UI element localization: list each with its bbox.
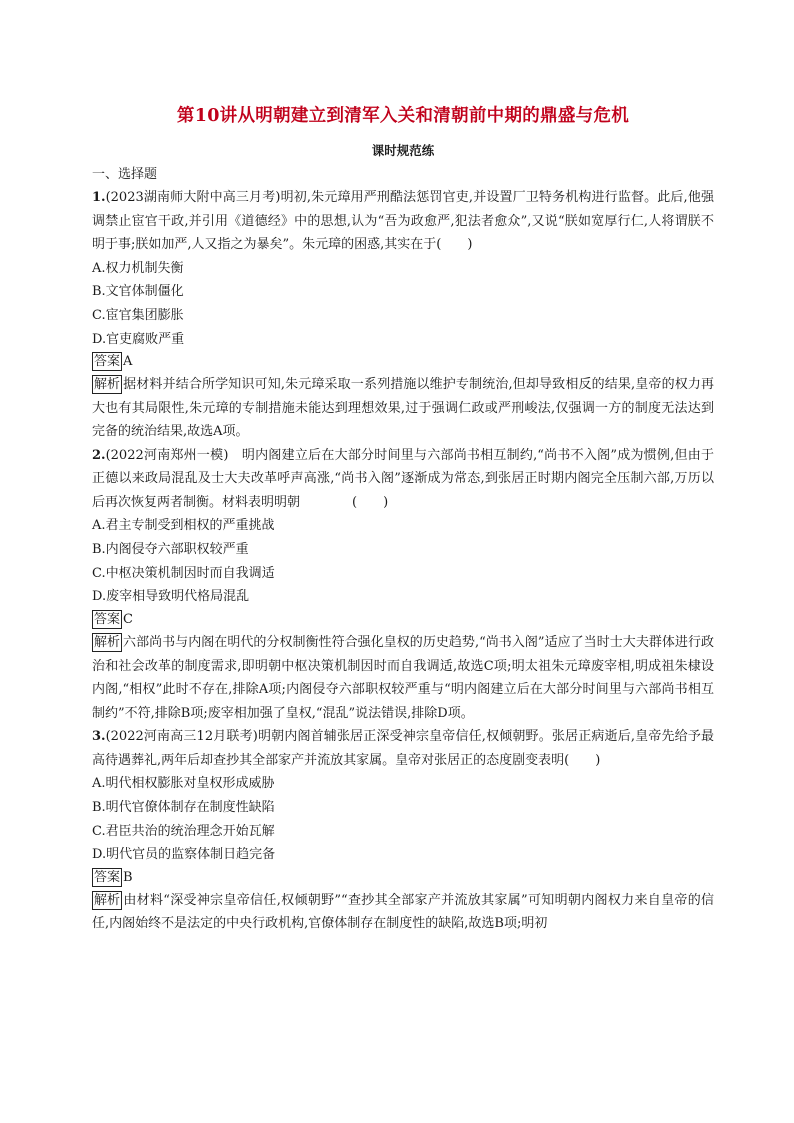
answer-value: C: [123, 612, 133, 628]
option-d: D.官吏腐败严重: [92, 331, 185, 347]
document-page: [92, 104, 714, 936]
analysis-paragraph: [92, 373, 714, 444]
question-1: [92, 186, 714, 444]
answer-tag: 答案: [94, 869, 121, 885]
analysis-paragraph: [92, 889, 714, 936]
section-heading: 一、选择题: [92, 167, 158, 182]
question-number: 2.: [92, 447, 106, 463]
question-stem: [92, 186, 714, 257]
question-stem: [92, 444, 714, 515]
option-d: D.明代官员的监察体制日趋完备: [92, 847, 276, 863]
option-a: A.明代相权膨胀对皇权形成威胁: [92, 776, 275, 792]
option-b: B.明代官僚体制存在制度性缺陷: [92, 799, 275, 815]
option-c: C.君臣共治的统治理念开始瓦解: [92, 823, 275, 839]
document-subtitle: 课时规范练: [371, 143, 435, 158]
answer-value: A: [123, 354, 133, 370]
analysis-tag: 解析: [94, 892, 121, 908]
analysis-text: 由材料“深受神宗皇帝信任,权倾朝野”“查抄其全部家产并流放其家属”可知明朝内阁权力来自皇帝的信任,内阁始终不是法定的中央行政机构,官僚体制存在制度性的缺陷,故选B项;明初: [92, 892, 714, 932]
question-text: (2023湖南师大附中高三月考)明初,朱元璋用严刑酷法惩罚官吏,并设置厂卫特务机构进行监督。此后,他强调禁止宦官干政,并引用《道德经》中的思想,认为“吾为政愈严,犯法者愈众”,又说“朕如宽厚行仁,人将谓朕不明于事;朕如加严,人又指之为暴矣”。朱元璋的困惑,其实在于( ): [92, 190, 714, 252]
question-3: [92, 725, 714, 936]
answer-line: [92, 867, 714, 889]
answer-line: [92, 609, 714, 631]
option-a: A.君主专制受到相权的严重挑战: [92, 518, 275, 534]
question-2: [92, 444, 714, 725]
answer-tag: 答案: [94, 612, 121, 628]
option-b: B.内阁侵夺六部职权较严重: [92, 542, 249, 558]
question-stem: [92, 725, 714, 772]
analysis-text: 据材料并结合所学知识可知,朱元璋采取一系列措施以维护专制统治,但却导致相反的结果,皇帝的权力再大也有其局限性,朱元璋的专制措施未能达到理想效果,过于强调仁政或严刑峻法,仅强调一方的制度无法达到完备的统治结果,故选A项。: [92, 377, 714, 440]
option-a: A.权力机制失衡: [92, 260, 184, 276]
option-c: C.宦官集团膨胀: [92, 307, 184, 323]
analysis-tag: 解析: [94, 635, 121, 651]
option-c: C.中枢决策机制因时而自我调适: [92, 565, 275, 581]
answer-value: B: [123, 869, 133, 885]
document-title: 第10讲从明朝建立到清军入关和清朝前中期的鼎盛与危机: [176, 106, 630, 126]
analysis-tag: 解析: [94, 377, 121, 393]
question-text: (2022河南高三12月联考)明朝内阁首辅张居正深受神宗皇帝信任,权倾朝野。张居正病逝后,皇帝先给予最高待遇葬礼,两年后却查抄其全部家产并流放其家属。皇帝对张居正的态度剧变表明( ): [92, 729, 714, 768]
analysis-text: 六部尚书与内阁在明代的分权制衡性符合强化皇权的历史趋势,“尚书入阁”适应了当时士大夫群体进行政治和社会改革的制度需求,即明朝中枢决策机制因时而自我调适,故选C项;明太祖朱元璋废宰相,明成祖朱棣设内阁,“相权”此时不存在,排除A项;内阁侵夺六部职权较严重与“明内阁建立后在大部分时间里与六部尚书相互制约”不符,排除B项;废宰相加强了皇权,“混乱”说法错误,排除D项。: [92, 635, 714, 721]
question-number: 1.: [92, 190, 106, 205]
answer-line: [92, 351, 714, 373]
option-b: B.文官体制僵化: [92, 284, 184, 300]
question-number: 3.: [92, 729, 106, 745]
question-text: (2022河南郑州一模) 明内阁建立后在大部分时间里与六部尚书相互制约,“尚书不入阁”成为惯例,但由于正德以来政局混乱及士大夫改革呼声高涨,“尚书入阁”逐渐成为常态,到张居正时期内阁完全压制六部,万历以后再次恢复两者制衡。材料表明明朝 ( ): [92, 447, 714, 510]
option-d: D.废宰相导致明代格局混乱: [92, 589, 250, 605]
answer-tag: 答案: [94, 354, 121, 370]
analysis-paragraph: [92, 631, 714, 725]
